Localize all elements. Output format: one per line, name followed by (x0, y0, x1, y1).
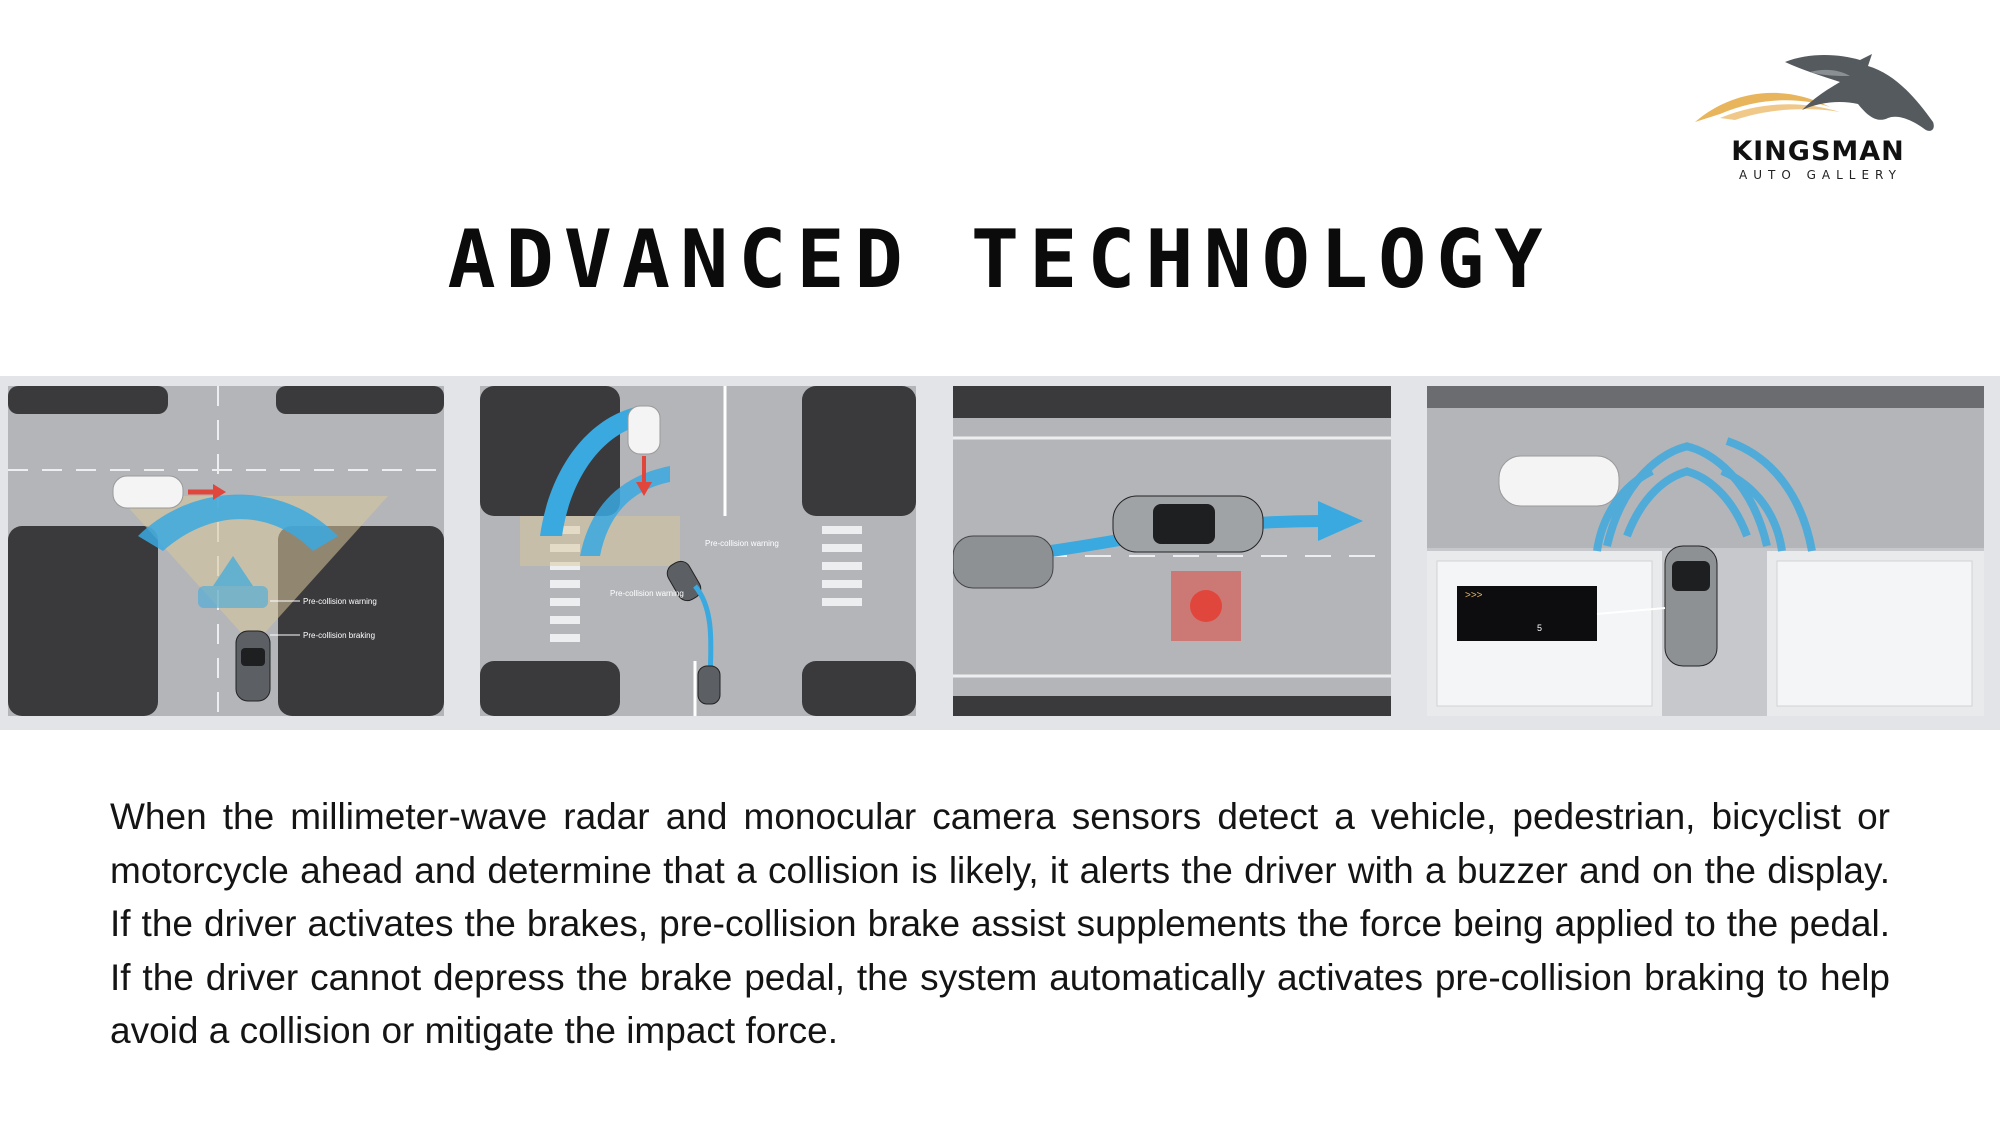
panel1-label-braking: Pre-collision braking (303, 631, 376, 640)
panel-lane-change (953, 386, 1391, 716)
panel2-label-2: Pre-collision warning (610, 589, 684, 598)
intersection-turn-assist-icon (480, 386, 916, 716)
brand-logo (1690, 52, 1940, 192)
panel1-label-warning: Pre-collision warning (303, 597, 377, 606)
panel-pre-collision (8, 386, 444, 716)
parking-sensor-icon (1427, 386, 1984, 716)
svg-text:>>>: >>> (1465, 590, 1483, 601)
panel2-label-1: Pre-collision warning (705, 539, 779, 548)
brand-name: KINGSMAN (1731, 136, 1905, 167)
page-title: ADVANCED TECHNOLOGY (447, 213, 1553, 306)
display-value: 5 (1537, 623, 1543, 633)
illustration-strip (0, 376, 2000, 730)
panel-parking-sensor (1427, 386, 1984, 716)
panel-intersection-turn (480, 386, 916, 716)
brand-tagline: AUTO GALLERY (1739, 168, 1902, 182)
lane-change-assist-icon (953, 386, 1391, 716)
description-paragraph: When the millimeter-wave radar and monocular camera sensors detect a vehicle, pedestrian, bicyclist or motorcycle ahead and determine that a collision is likely, it alerts the driver with a buzzer and on the display. If the driver activates the brakes, pre-collision brake assist supplements the force being applied to the pedal. If the driver cannot depress the brake pedal, the system automatically activates pre-collision braking to help avoid a collision or mitigate the impact force. (110, 796, 1890, 1051)
horse-head-icon (1690, 52, 1940, 142)
pre-collision-intersection-icon (8, 386, 444, 716)
